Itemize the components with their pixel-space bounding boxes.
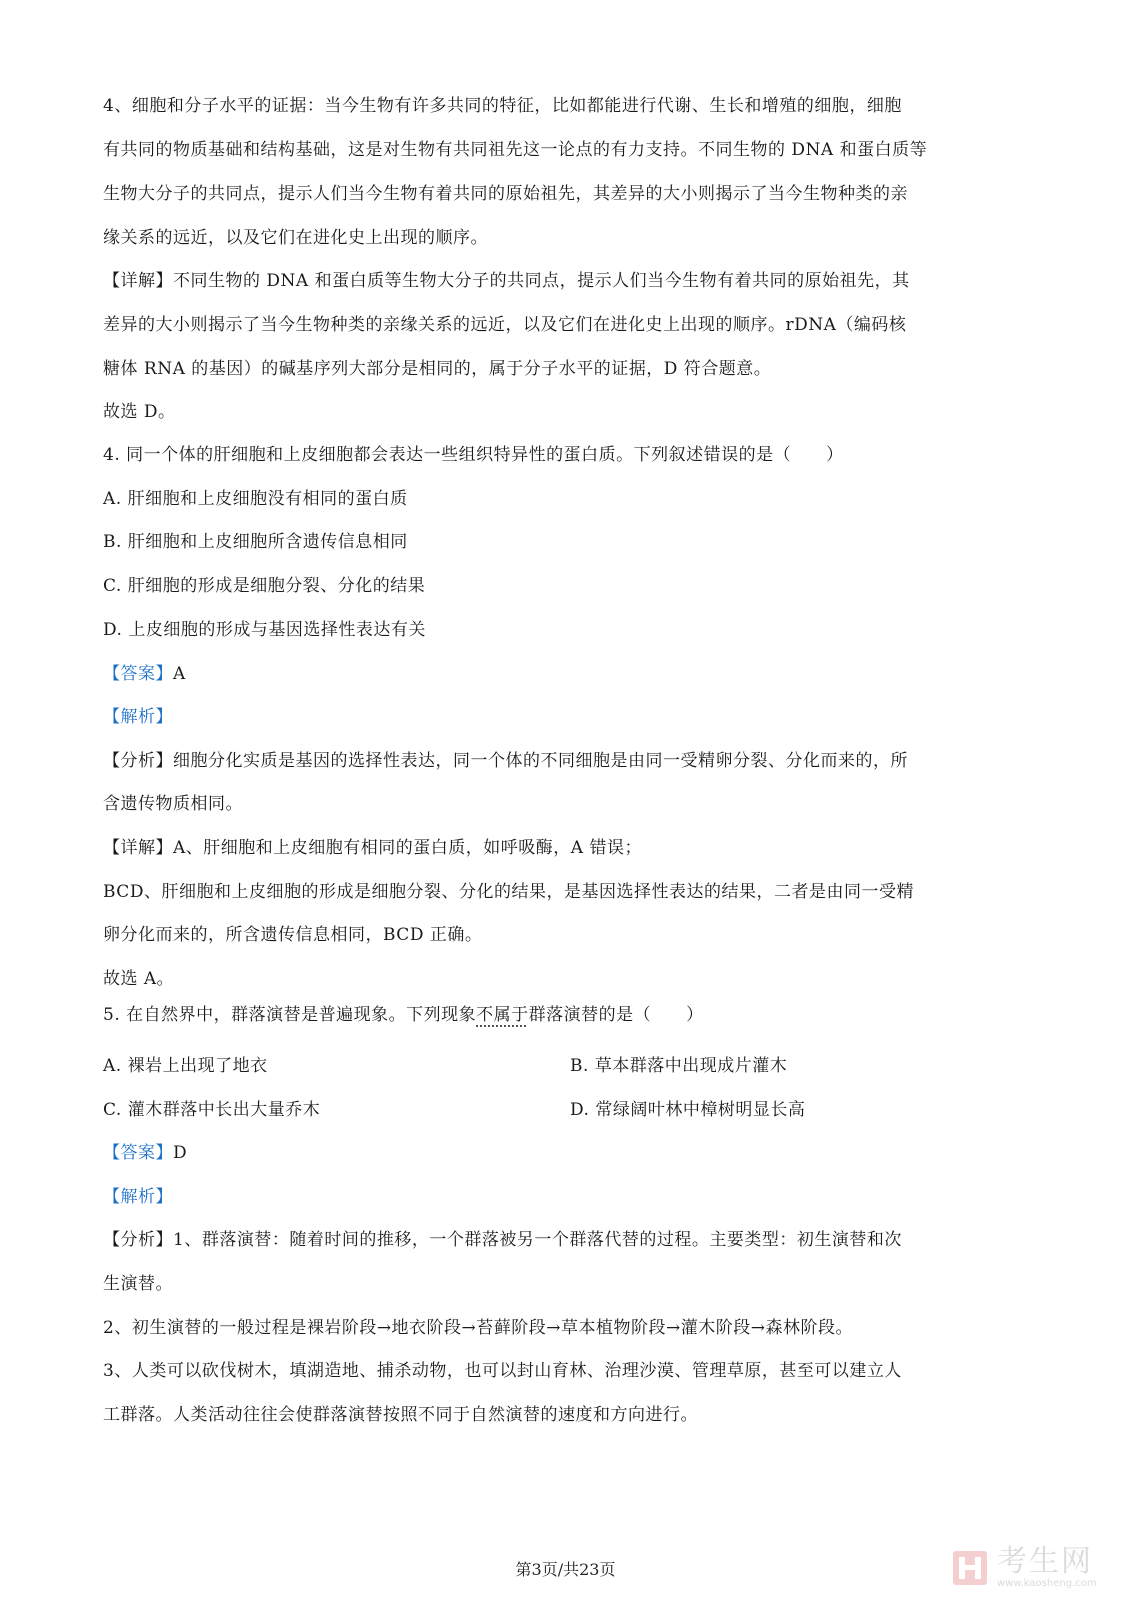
text-line: 生物大分子的共同点，提示人们当今生物有着共同的原始祖先，其差异的大小则揭示了当今生物种类的亲 <box>103 184 908 204</box>
text-line: 含遗传物质相同。 <box>103 794 243 814</box>
text-line: 【分析】1、群落演替：随着时间的推移，一个群落被另一个群落代替的过程。主要类型：初生演替和次 <box>103 1230 902 1250</box>
question-5-option-d: D. 常绿阔叶林中樟树明显长高 <box>570 1100 806 1120</box>
text-line: BCD、肝细胞和上皮细胞的形成是细胞分裂、分化的结果，是基因选择性表达的结果，二者是由同一受精 <box>103 882 914 902</box>
question-5-option-c: C. 灌木群落中长出大量乔木 <box>103 1100 321 1120</box>
text-line: 【分析】细胞分化实质是基因的选择性表达，同一个体的不同细胞是由同一受精卵分裂、分化而来的，所 <box>103 751 908 771</box>
question-4-option-b: B. 肝细胞和上皮细胞所含遗传信息相同 <box>103 532 408 552</box>
text-line: 【详解】A、肝细胞和上皮细胞有相同的蛋白质，如呼吸酶，A 错误； <box>103 838 642 858</box>
answer-value: D <box>173 1143 188 1163</box>
watermark <box>951 1544 1109 1589</box>
question-4-stem: 4. 同一个体的肝细胞和上皮细胞都会表达一些组织特异性的蛋白质。下列叙述错误的是（ ） <box>103 445 844 465</box>
stem-part: 5. 在自然界中，群落演替是普遍现象。下列现象 <box>103 1005 477 1025</box>
question-4-analysis-label: 【解析】 <box>103 707 173 727</box>
answer-value: A <box>173 664 186 684</box>
text-line: 故选 D。 <box>103 402 176 422</box>
answer-label: 【答案】 <box>103 664 173 684</box>
text-line: 有共同的物质基础和结构基础，这是对生物有共同祖先这一论点的有力支持。不同生物的 DNA 和蛋白质等 <box>103 140 928 160</box>
question-4-answer <box>103 662 1033 686</box>
stem-part: 群落演替的是（ ） <box>528 1005 704 1025</box>
watermark-url: www.kaosheng.com <box>997 1578 1097 1589</box>
kaosheng-logo-icon <box>951 1549 989 1587</box>
text-line: 差异的大小则揭示了当今生物种类的亲缘关系的远近，以及它们在进化史上出现的顺序。rDNA（编码核 <box>103 315 907 335</box>
text-line: 缘关系的远近，以及它们在进化史上出现的顺序。 <box>103 228 488 248</box>
question-5-option-b: B. 草本群落中出现成片灌木 <box>570 1056 788 1076</box>
question-4-option-c: C. 肝细胞的形成是细胞分裂、分化的结果 <box>103 576 426 596</box>
text-line: 故选 A。 <box>103 969 175 989</box>
question-4-option-a: A. 肝细胞和上皮细胞没有相同的蛋白质 <box>103 489 408 509</box>
text-line: 卵分化而来的，所含遗传信息相同，BCD 正确。 <box>103 925 483 945</box>
page-number: 第3页/共23页 <box>515 1560 616 1579</box>
text-line: 糖体 RNA 的基因）的碱基序列大部分是相同的，属于分子水平的证据，D 符合题意。 <box>103 359 772 379</box>
text-line: 【详解】不同生物的 DNA 和蛋白质等生物大分子的共同点，提示人们当今生物有着共同的原始祖先，其 <box>103 271 910 291</box>
question-5-answer <box>103 1141 1033 1165</box>
text-line: 工群落。人类活动往往会使群落演替按照不同于自然演替的速度和方向进行。 <box>103 1405 698 1425</box>
question-5-analysis-label: 【解析】 <box>103 1187 173 1207</box>
text-line: 4、细胞和分子水平的证据：当今生物有许多共同的特征，比如都能进行代谢、生长和增殖的细胞，细胞 <box>103 96 902 116</box>
stem-emphasis: 不属于 <box>476 1005 529 1025</box>
text-line: 生演替。 <box>103 1274 173 1294</box>
answer-label: 【答案】 <box>103 1143 173 1163</box>
question-5-stem <box>103 1003 1033 1027</box>
text-line: 3、人类可以砍伐树木，填湖造地、捕杀动物，也可以封山育林、治理沙漠、管理草原，甚至可以建立人 <box>103 1361 902 1381</box>
watermark-name: 考生网 <box>997 1544 1093 1579</box>
question-4-option-d: D. 上皮细胞的形成与基因选择性表达有关 <box>103 620 426 640</box>
text-line: 2、初生演替的一般过程是裸岩阶段→地衣阶段→苔藓阶段→草本植物阶段→灌木阶段→森林阶段。 <box>103 1318 854 1338</box>
question-5-option-a: A. 裸岩上出现了地衣 <box>103 1056 268 1076</box>
